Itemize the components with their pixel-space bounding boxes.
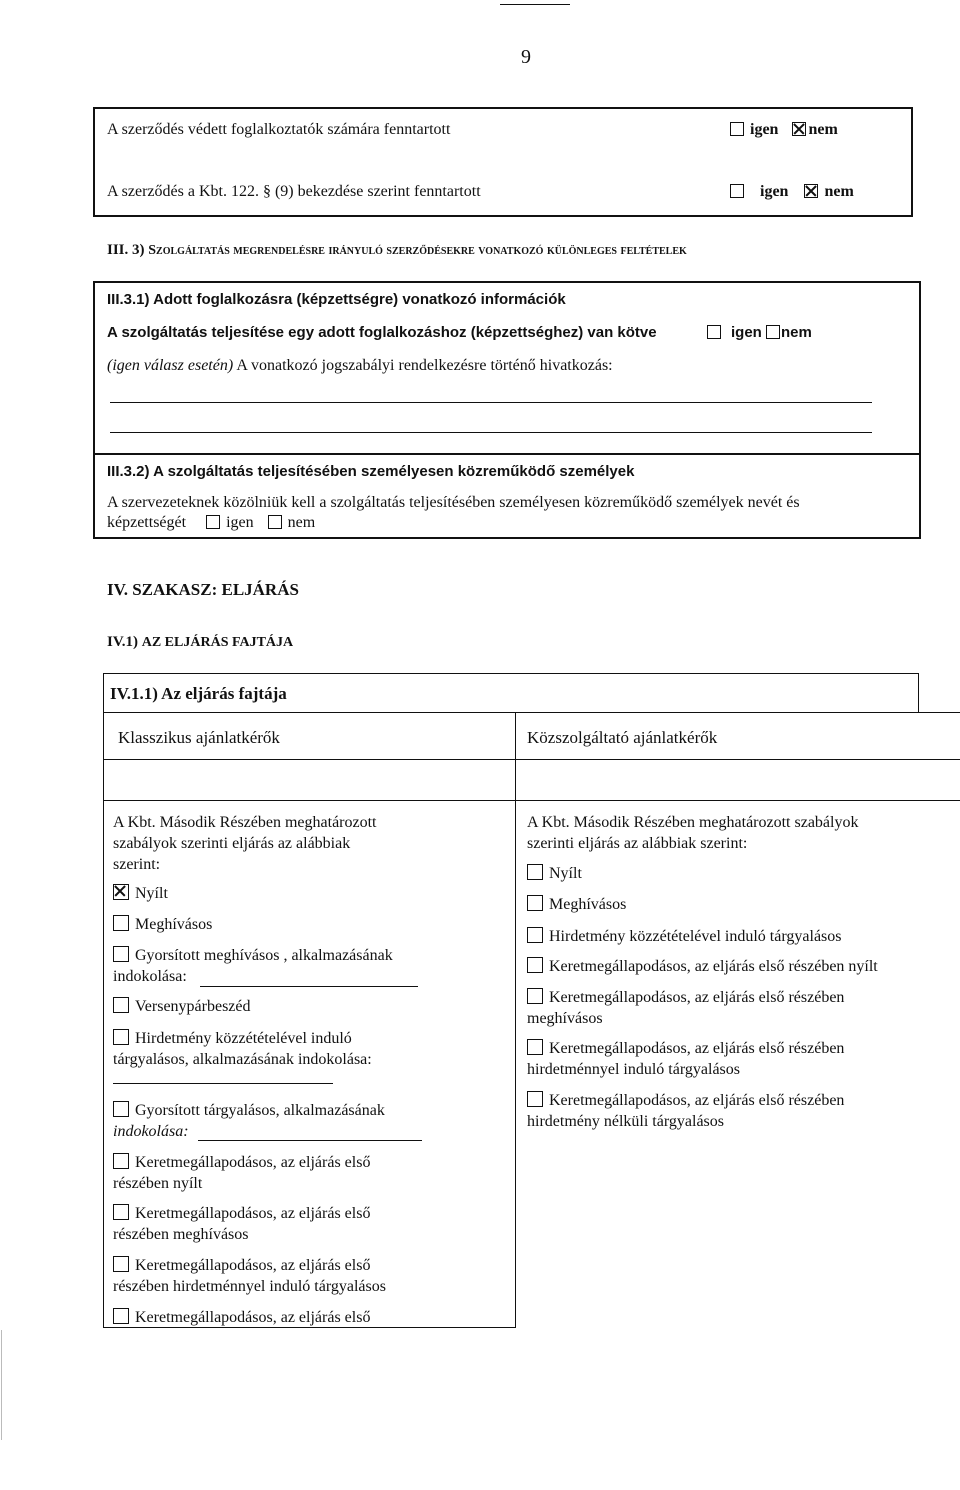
right-option-keret-meghivasos[interactable]: Keretmegállapodásos, az eljárás első részében meghívásos: [527, 989, 845, 1027]
right-option-keret-hirdetmeny[interactable]: Keretmegállapodásos, az eljárás első részében hirdetménnyel induló tárgyalásos: [527, 1040, 845, 1078]
checkbox-nyilt-checked-icon[interactable]: [113, 884, 129, 900]
checkbox-icon[interactable]: [527, 1091, 543, 1107]
left-option-nyilt[interactable]: Nyílt: [113, 883, 168, 904]
indokolas-line-3[interactable]: [198, 1140, 422, 1141]
left-option-keret-meghivasos[interactable]: Keretmegállapodásos, az eljárás első részében meghívásos: [113, 1205, 371, 1243]
table-top-border: [103, 673, 918, 674]
section-3-2-title: III.3.2) A szolgáltatás teljesítésében személyesen közreműködő személyek: [107, 463, 635, 480]
right-option-keret-nelkul[interactable]: Keretmegállapodásos, az eljárás első részében hirdetmény nélküli tárgyalásos: [527, 1092, 845, 1130]
table-right-border-top: [918, 673, 919, 713]
section-3-1-question: A szolgáltatás teljesítése egy adott foglalkozáshoz (képzettséghez) van kötve: [107, 324, 657, 341]
section-3-heading: III. 3) Szolgáltatás megrendelésre irányuló szerződésekre vonatkozó különleges feltételek: [107, 242, 687, 258]
section-4-1-heading: IV.1) AZ ELJÁRÁS FAJTÁJA: [107, 634, 294, 650]
checkbox-icon[interactable]: [113, 1256, 129, 1272]
left-option-versenyparbeszed[interactable]: Versenypárbeszéd: [113, 996, 251, 1017]
checkbox-igen-icon[interactable]: [730, 184, 744, 198]
table-header-top: [103, 712, 960, 713]
left-intro: A Kbt. Második Részében meghatározott szabályok szerinti eljárás az alábbiak szerint:: [113, 814, 377, 873]
checkbox-igen-icon[interactable]: [206, 515, 220, 529]
right-option-meghivasos[interactable]: Meghívásos: [527, 894, 626, 915]
indokolas-line-1[interactable]: [200, 986, 418, 987]
left-option-keret-hirdetmeny[interactable]: Keretmegállapodásos, az eljárás első részében hirdetménnyel induló tárgyalásos: [113, 1257, 386, 1295]
top-rule: [500, 4, 570, 5]
section-3-1-options: igen nem: [707, 324, 812, 341]
left-option-gyorsitott-targyalasos[interactable]: Gyorsított tárgyalásos, alkalmazásának indokolása:: [113, 1102, 385, 1140]
left-option-keret-last[interactable]: Keretmegállapodásos, az eljárás első: [113, 1307, 370, 1328]
checkbox-icon[interactable]: [113, 946, 129, 962]
left-option-keret-nyilt[interactable]: Keretmegállapodásos, az eljárás első részében nyílt: [113, 1154, 371, 1192]
checkbox-icon[interactable]: [113, 1101, 129, 1117]
section-3-1-note: (igen válasz esetén) A vonatkozó jogszabályi rendelkezésre történő hivatkozás:: [107, 357, 613, 374]
right-option-nyilt[interactable]: Nyílt: [527, 863, 582, 884]
right-intro: A Kbt. Második Részében meghatározott szabályok szerinti eljárás az alábbiak szerint:: [527, 814, 859, 852]
reference-line-2[interactable]: [110, 432, 872, 433]
checkbox-nem-checked-icon[interactable]: [792, 122, 806, 136]
checkbox-igen-icon[interactable]: [707, 325, 721, 339]
reserved-row1-label: A szerződés védett foglalkoztatók számára fenntartott: [107, 121, 451, 138]
table-empty-row-bottom: [103, 800, 960, 801]
checkbox-igen-icon[interactable]: [730, 122, 744, 136]
reference-line-1[interactable]: [110, 402, 872, 403]
page-number: 9: [521, 46, 531, 68]
left-option-gyorsitott-meghivasos[interactable]: Gyorsított meghívásos , alkalmazásának indokolása:: [113, 947, 393, 985]
left-margin-line: [1, 1330, 2, 1440]
section-3-2-text-line2: képzettségét igen nem: [107, 514, 316, 531]
table-header-bottom: [103, 759, 960, 760]
reserved-row2-options: igen nem: [730, 183, 854, 201]
right-option-keret-nyilt[interactable]: Keretmegállapodásos, az eljárás első részében nyílt: [527, 956, 878, 977]
section-3-2-text-line1: A szervezeteknek közölniük kell a szolgáltatás teljesítésében személyesen közreműködő személyek nevét és: [107, 494, 800, 511]
section-3-1-title: III.3.1) Adott foglalkozásra (képzettségre) vonatkozó információk: [107, 291, 566, 308]
checkbox-icon[interactable]: [113, 915, 129, 931]
checkbox-icon[interactable]: [527, 895, 543, 911]
table-left-border: [103, 673, 104, 1328]
checkbox-icon[interactable]: [113, 997, 129, 1013]
indokolas-line-2[interactable]: [113, 1083, 333, 1084]
checkbox-nem-icon[interactable]: [766, 325, 780, 339]
checkbox-icon[interactable]: [527, 957, 543, 973]
col-right-header: Közszolgáltató ajánlatkérők: [527, 728, 718, 747]
checkbox-nem-icon[interactable]: [268, 515, 282, 529]
checkbox-icon[interactable]: [113, 1153, 129, 1169]
checkbox-icon[interactable]: [527, 988, 543, 1004]
right-option-hirdetmeny[interactable]: Hirdetmény közzétételével induló tárgyalásos: [527, 926, 842, 947]
left-option-meghivasos[interactable]: Meghívásos: [113, 914, 212, 935]
table-column-divider: [515, 712, 516, 1328]
checkbox-nem-checked-icon[interactable]: [804, 184, 818, 198]
checkbox-icon[interactable]: [113, 1204, 129, 1220]
table-box-title: IV.1.1) Az eljárás fajtája: [110, 684, 287, 703]
checkbox-icon[interactable]: [113, 1029, 129, 1045]
checkbox-icon[interactable]: [527, 864, 543, 880]
checkbox-icon[interactable]: [113, 1308, 129, 1324]
checkbox-icon[interactable]: [527, 1039, 543, 1055]
reserved-row2-label: A szerződés a Kbt. 122. § (9) bekezdése szerint fenntartott: [107, 183, 481, 200]
reserved-row1-options: igen nem: [730, 121, 838, 139]
checkbox-icon[interactable]: [527, 927, 543, 943]
left-option-hirdetmeny[interactable]: Hirdetmény közzétételével induló tárgyalásos, alkalmazásának indokolása:: [113, 1030, 372, 1068]
col-left-header: Klasszikus ajánlatkérők: [118, 728, 280, 747]
section-4-title: IV. SZAKASZ: ELJÁRÁS: [107, 580, 299, 599]
